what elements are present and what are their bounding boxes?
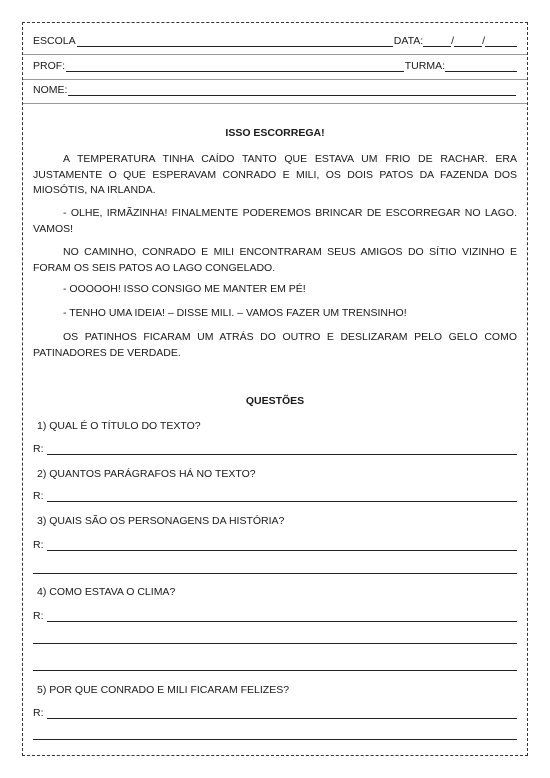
teacher-field[interactable] <box>66 60 404 72</box>
questions-title: QUESTÕES <box>245 395 305 407</box>
question-2: 2) QUANTOS PARÁGRAFOS HÁ NO TEXTO? <box>37 468 256 480</box>
school-label: ESCOLA <box>33 35 76 47</box>
answer-2 <box>33 490 517 502</box>
header-divider <box>23 54 527 55</box>
class-field[interactable] <box>445 60 517 72</box>
story-paragraph: NO CAMINHO, CONRADO E MILI ENCONTRARAM SEUS AMIGOS DO SÍTIO VIZINHO E FORAM OS SEIS PATOS AO LAGO CONGELADO. <box>33 246 517 274</box>
date-day-field[interactable] <box>423 35 451 47</box>
story-paragraph: A TEMPERATURA TINHA CAÍDO TANTO QUE ESTAVA UM FRIO DE RACHAR. ERA JUSTAMENTE O QUE ESPERAVAM CONRADO E MILI, OS DOIS PATOS DA FAZENDA DOS MIOSÓTIS, NA IRLANDA. <box>33 153 517 196</box>
answer-label: R: <box>33 610 44 622</box>
school-field[interactable] <box>77 35 393 47</box>
answer-extra-line[interactable] <box>33 670 517 671</box>
header-divider <box>23 79 527 80</box>
header-divider <box>23 103 527 104</box>
answer-4 <box>33 610 517 622</box>
question-3: 3) QUAIS SÃO OS PERSONAGENS DA HISTÓRIA? <box>37 515 285 527</box>
answer-label: R: <box>33 490 44 502</box>
answer-label: R: <box>33 707 44 719</box>
name-row <box>33 84 517 96</box>
name-label: NOME: <box>33 84 68 96</box>
answer-extra-line[interactable] <box>33 643 517 644</box>
story-paragraph: - OLHE, IRMÃZINHA! FINALMENTE PODEREMOS BRINCAR DE ESCORREGAR NO LAGO. VAMOS! <box>33 207 517 235</box>
story-paragraph: OS PATINHOS FICARAM UM ATRÁS DO OUTRO E DESLIZARAM PELO GELO COMO PATINADORES DE VERDADE. <box>33 331 517 359</box>
question-5: 5) POR QUE CONRADO E MILI FICARAM FELIZES? <box>37 684 290 696</box>
date-year-field[interactable] <box>485 35 517 47</box>
school-row <box>33 35 517 47</box>
question-4: 4) COMO ESTAVA O CLIMA? <box>37 586 176 598</box>
date-separator: / <box>482 35 485 47</box>
class-label: TURMA: <box>404 60 445 72</box>
story-title: ISSO ESCORREGA! <box>225 127 325 139</box>
worksheet-page <box>22 22 528 756</box>
story-paragraph: - TENHO UMA IDEIA! – DISSE MILI. – VAMOS FAZER UM TRENSINHO! <box>63 307 407 319</box>
date-separator: / <box>451 35 455 47</box>
answer-line[interactable] <box>47 610 518 622</box>
answer-line[interactable] <box>47 490 518 502</box>
answer-5 <box>33 707 517 719</box>
date-label: DATA: <box>393 35 424 47</box>
answer-line[interactable] <box>47 707 518 719</box>
teacher-label: PROF: <box>33 60 66 72</box>
question-1: 1) QUAL É O TÍTULO DO TEXTO? <box>37 420 201 432</box>
answer-label: R: <box>33 539 44 551</box>
answer-label: R: <box>33 443 44 455</box>
story-paragraph: - OOOOOH! ISSO CONSIGO ME MANTER EM PÉ! <box>63 283 306 295</box>
date-month-field[interactable] <box>454 35 482 47</box>
teacher-row <box>33 60 517 72</box>
answer-extra-line[interactable] <box>33 739 517 740</box>
answer-1 <box>33 443 517 455</box>
answer-line[interactable] <box>47 539 518 551</box>
answer-3 <box>33 539 517 551</box>
answer-extra-line[interactable] <box>33 573 517 574</box>
name-field[interactable] <box>68 84 516 96</box>
answer-line[interactable] <box>47 443 518 455</box>
